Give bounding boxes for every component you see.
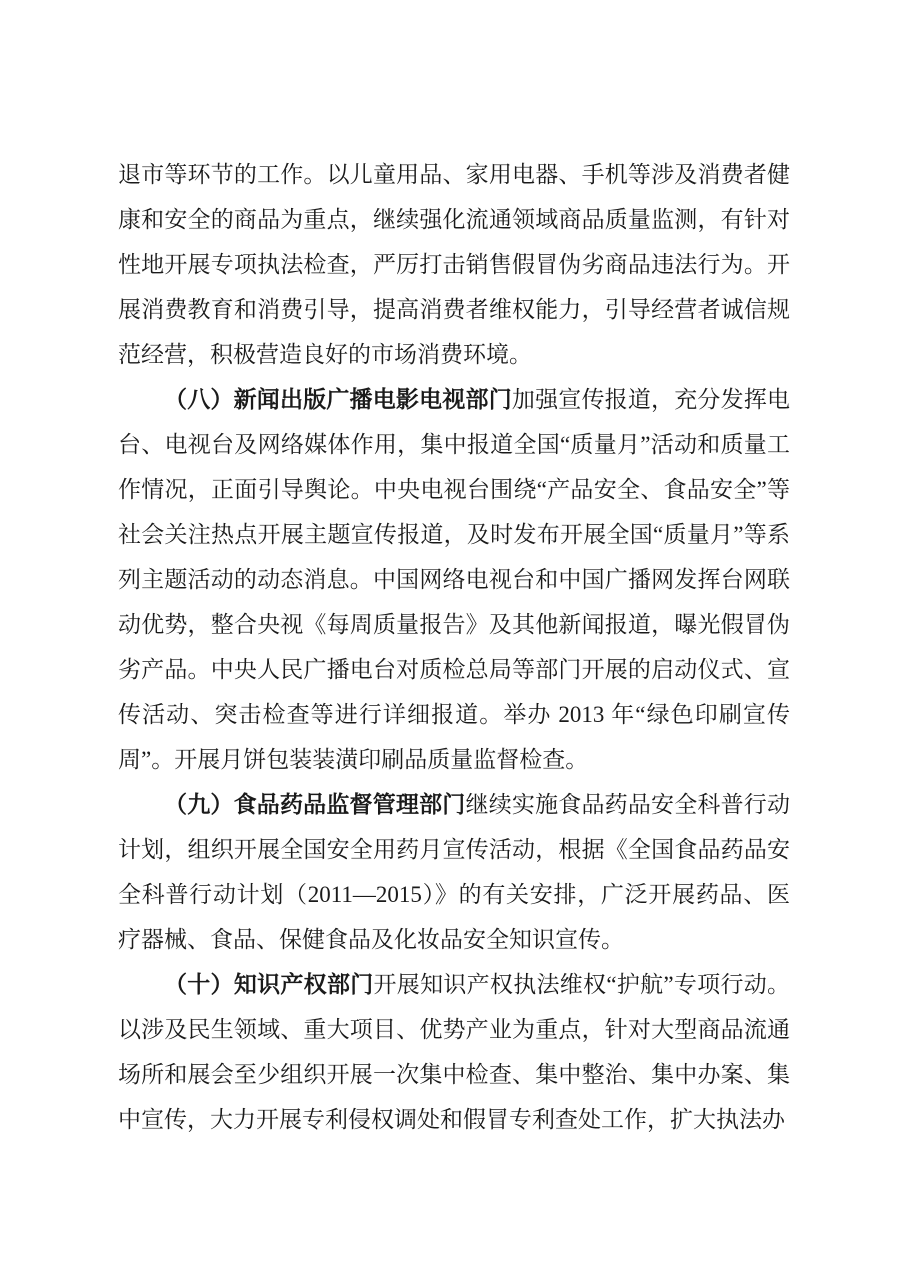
paragraph-text: 开展知识产权执法维权“护航”专项行动。以涉及民生领域、重大项目、优势产业为重点，针对大型商品流通场所和展会至少组织开展一次集中检查、集中整治、集中办案、集中宣传，大力开展专利侵权调处和假冒专利查处工作，扩大执法办 bbox=[118, 972, 791, 1132]
paragraph-continuation bbox=[118, 152, 790, 377]
paragraph-text: 继续实施食品药品安全科普行动计划，组织开展全国安全用药月宣传活动，根据《全国食品药品安全科普行动计划（2011—2015）》的有关安排，广泛开展药品、医疗器械、食品、保健食品及化妆品安全知识宣传。 bbox=[118, 792, 790, 952]
section-9-heading: （九）食品药品监督管理部门 bbox=[164, 792, 466, 817]
section-10-heading: （十）知识产权部门 bbox=[164, 972, 374, 997]
paragraph-text: 加强宣传报道，充分发挥电台、电视台及网络媒体作用，集中报道全国“质量月”活动和质量工作情况，正面引导舆论。中央电视台围绕“产品安全、食品安全”等社会关注热点开展主题宣传报道，及时发布开展全国“质量月”等系列主题活动的动态消息。中国网络电视台和中国广播网发挥台网联动优势，整合央视《每周质量报告》及其他新闻报道，曝光假冒伪劣产品。中央人民广播电台对质检总局等部门开展的启动仪式、宣传活动、突击检查等进行详细报道。举办 2013 年“绿色印刷宣传周”。开展月饼包装装潢印刷品质量监督检查。 bbox=[118, 387, 791, 772]
paragraph-section-10 bbox=[118, 962, 790, 1142]
paragraph-section-9 bbox=[118, 782, 790, 962]
paragraph-section-8 bbox=[118, 377, 790, 782]
paragraph-text: 退市等环节的工作。以儿童用品、家用电器、手机等涉及消费者健康和安全的商品为重点，继续强化流通领域商品质量监测，有针对性地开展专项执法检查，严厉打击销售假冒伪劣商品违法行为。开展消费教育和消费引导，提高消费者维权能力，引导经营者诚信规范经营，积极营造良好的市场消费环境。 bbox=[118, 162, 790, 367]
section-8-heading: （八）新闻出版广播电影电视部门 bbox=[164, 387, 512, 412]
